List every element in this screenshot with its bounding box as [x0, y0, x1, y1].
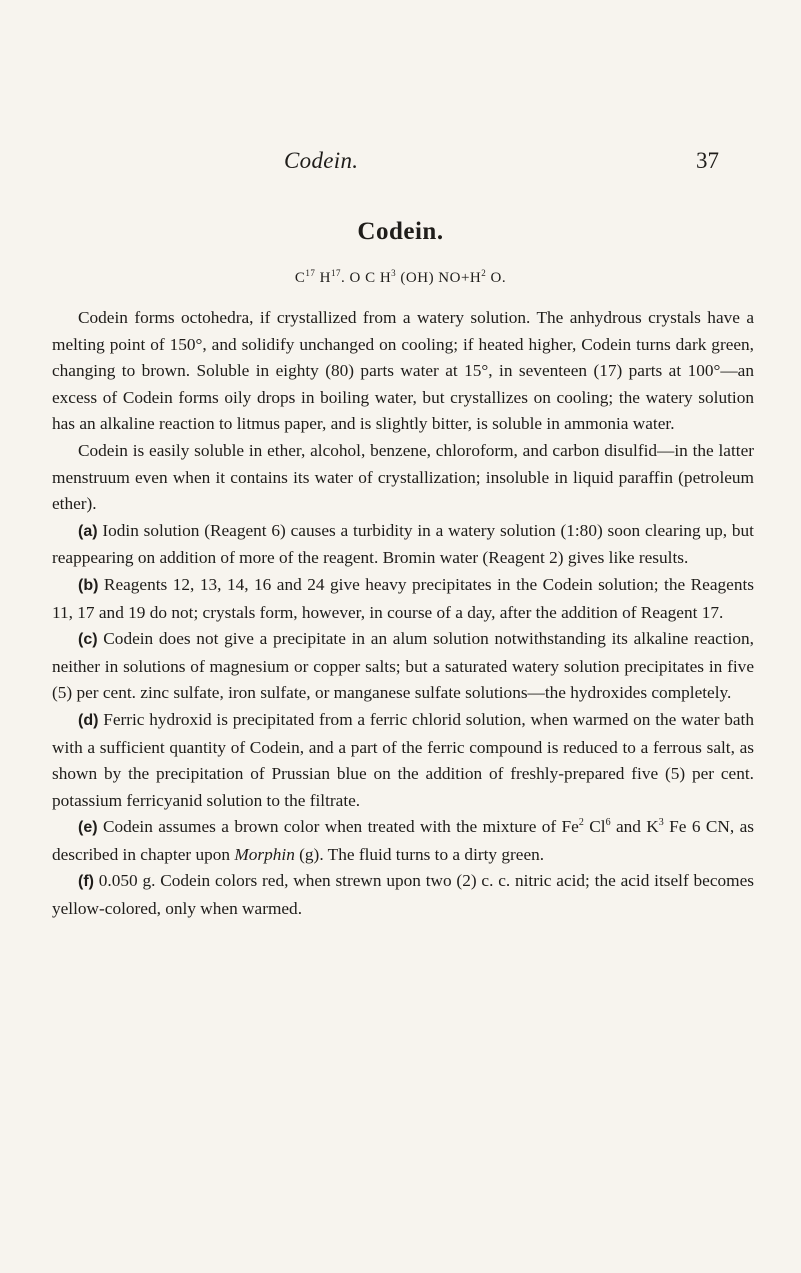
page-number: 37: [696, 148, 719, 173]
formula-part: C: [294, 270, 306, 286]
paragraph-test-f: [52, 868, 754, 922]
test-text: 0.050 g. Codein colors red, when strewn upon two (2) c. c. nitric acid; the acid itself becomes yellow-colored, only when warmed.: [52, 871, 754, 919]
test-label: (f): [78, 873, 94, 891]
formula-subscript: 2: [481, 268, 487, 278]
test-text: Codein assumes a brown color when treated with the mixture of Fe: [97, 817, 579, 837]
formula-subscript: 3: [391, 268, 397, 278]
test-label: (b): [78, 576, 99, 594]
formula-part: O.: [486, 270, 507, 286]
superscript: 6: [605, 817, 611, 829]
test-label: (a): [78, 522, 98, 540]
paragraph-test-e: [52, 814, 754, 868]
chemical-formula: [0, 268, 801, 287]
paragraph-test-b: [52, 572, 754, 626]
formula-part: . O C H: [340, 270, 392, 286]
running-head: [0, 148, 801, 188]
running-head-title: Codein.: [284, 148, 359, 173]
test-text: Fe 6 CN, as described in chapter upon: [52, 817, 754, 864]
test-text: Cl: [583, 817, 606, 837]
test-text: Ferric hydroxid is precipitated from a ferric chlorid solution, when warmed on the water bath with a sufficient quantity of Codein, and a part of the ferric compound is reduced to a ferrous salt, as shown by the precipitation of Prussian blue on the addition of freshly-prepared five (5) per cent. potassium ferricyanid solution to the filtrate.: [52, 709, 754, 810]
test-label: (d): [78, 711, 99, 729]
test-text: Codein does not give a precipitate in an alum solution notwithstanding its alkaline reaction, neither in solutions of magnesium or copper salts; but a saturated watery solution precipitates in five (5) per cent. zinc sulfate, iron sulfate, or manganese sulfate solutions—the hydroxides completely.: [52, 629, 754, 703]
test-text: and K: [610, 817, 659, 837]
test-text: Iodin solution (Reagent 6) causes a turbidity in a watery solution (1:80) soon clearing up, but reappearing on addition of more of the reagent. Bromin water (Reagent 2) gives like results.: [52, 520, 754, 568]
chapter-reference: Morphin: [234, 844, 295, 864]
formula-part: (OH) NO+H: [396, 270, 482, 286]
test-label: (c): [78, 631, 98, 649]
paragraph-test-c: [52, 626, 754, 707]
formula-subscript: 17: [305, 268, 316, 278]
paragraph-test-a: [52, 518, 754, 572]
paragraph-properties: Codein forms octohedra, if crystallized from a watery solution. The anhydrous crystals have a melting point of 150°, and solidify unchanged on cooling; if heated higher, Codein turns dark green, changing to brown. Soluble in eighty (80) parts water at 15°, in seventeen (17) parts at 100°—an excess of Codein forms oily drops in boiling water, but crystallizes on cooling; the watery solution has an alkaline reaction to litmus paper, and is slightly bitter, is soluble in ammonia water.: [52, 308, 754, 434]
superscript: 3: [658, 817, 664, 829]
test-text: Reagents 12, 13, 14, 16 and 24 give heavy precipitates in the Codein solution; the Reagents 11, 17 and 19 do not; crystals form, however, in course of a day, after the addition of Reagent 17.: [52, 574, 754, 622]
formula-subscript: 17: [330, 268, 341, 278]
test-text: (g). The fluid turns to a dirty green.: [294, 844, 545, 864]
test-label: (e): [78, 819, 98, 837]
section-heading: Codein.: [357, 218, 444, 245]
body-text: [52, 305, 754, 923]
formula-part: H: [319, 270, 331, 286]
paragraph-test-d: [52, 707, 754, 814]
superscript: 2: [578, 817, 584, 829]
paragraph-solubility: Codein is easily soluble in ether, alcohol, benzene, chloroform, and carbon disulfid—in the latter menstruum even when it contains its water of crystallization; insoluble in liquid paraffin (petroleum ether).: [52, 440, 754, 514]
